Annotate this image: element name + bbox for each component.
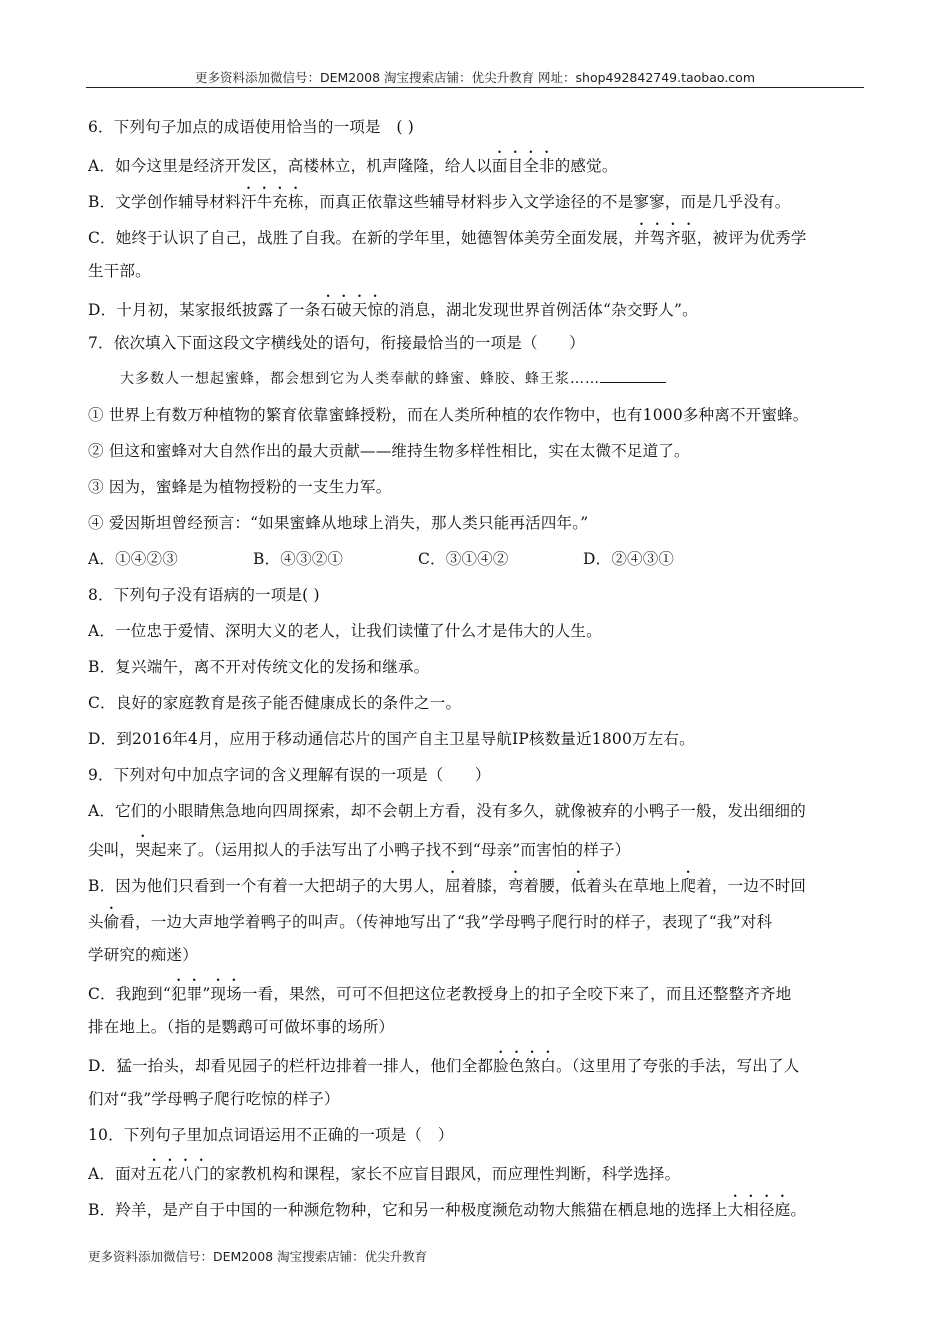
dotted-idiom: 汗牛充栋 bbox=[240, 193, 304, 211]
dotted-word: 脸色煞白 bbox=[493, 1057, 556, 1075]
dotted-word: 哭 bbox=[135, 841, 151, 859]
question-7-sentence-1: ① 世界上有数万种植物的繁育依靠蜜蜂授粉，而在人类所种植的农作物中，也有1000多种离不开蜜蜂。 bbox=[88, 406, 809, 424]
option-c: C．③①④② bbox=[418, 550, 509, 568]
dotted-word: 低 bbox=[570, 877, 587, 895]
question-9-option-b-end: 学研究的痴迷） bbox=[88, 946, 198, 964]
question-7-passage: 大多数人一想起蜜蜂，都会想到它为人类奉献的蜂蜜、蜂胶、蜂王浆…… bbox=[88, 364, 858, 400]
dotted-word: 弯 bbox=[507, 877, 524, 895]
dotted-word: 偷 bbox=[103, 913, 120, 931]
dotted-word: 屈 bbox=[445, 877, 461, 895]
question-7-stem: 7．依次填入下面这段文字横线处的语句，衔接最恰当的一项是（ ） bbox=[88, 334, 585, 352]
dotted-word: 爬 bbox=[680, 877, 697, 895]
question-8-option-a: A．一位忠于爱情、深明大义的老人，让我们读懂了什么才是伟大的人生。 bbox=[88, 622, 602, 640]
question-9-stem: 9．下列对句中加点字词的含义理解有误的一项是（ ） bbox=[88, 766, 491, 784]
dotted-idiom: 并驾齐驱 bbox=[633, 229, 697, 247]
question-6-option-c: C．她终于认识了自己，战胜了自我。在新的学年里，她德智体美劳全面发展，并驾齐驱，被评为优秀学 bbox=[88, 229, 807, 247]
page-header: 更多资料添加微信号：DEM2008 淘宝搜索店铺：优尖升教育 网址：shop492842749.taobao.com bbox=[194, 70, 756, 85]
question-9-option-d-cont: 们对“我”学母鸭子爬行吃惊的样子） bbox=[88, 1090, 340, 1108]
dotted-idiom: 石破天惊 bbox=[320, 301, 384, 319]
question-10-option-a: A．面对五花八门的家教机构和课程，家长不应盲目跟风，而应理性判断，科学选择。 bbox=[88, 1165, 681, 1183]
question-6-option-b: B．文学创作辅导材料汗牛充栋，而真正依靠这些辅导材料步入文学途径的不是寥寥，而是几乎没有。 bbox=[88, 193, 791, 211]
option-b: B．④③②① bbox=[253, 550, 344, 568]
question-8-option-d: D．到2016年4月，应用于移动通信芯片的国产自主卫星导航IP核数量近1800万左右。 bbox=[88, 730, 695, 748]
question-9-option-c: C．我跑到“犯罪”现场一看，果然，可可不但把这位老教授身上的扣子全咬下来了，而且还整整齐齐地 bbox=[88, 985, 792, 1003]
question-6-option-d: D．十月初，某家报纸披露了一条石破天惊的消息，湖北发现世界首例活体“杂交野人”。 bbox=[88, 301, 698, 319]
exam-content bbox=[88, 112, 858, 1228]
fill-blank bbox=[600, 364, 666, 383]
question-9-option-a-cont: 尖叫，哭起来了。（运用拟人的手法写出了小鸭子找不到“母亲”而害怕的样子） bbox=[88, 841, 631, 859]
question-9-option-c-cont: 排在地上。（指的是鹦鹉可可做坏事的场所） bbox=[88, 1018, 395, 1036]
question-6-stem: 6．下列句子加点的成语使用恰当的一项是 ( ) bbox=[88, 118, 414, 136]
question-10-stem: 10．下列句子里加点词语运用不正确的一项是（ ） bbox=[88, 1126, 454, 1144]
question-9-option-a: A．它们的小眼睛焦急地向四周探索，却不会朝上方看，没有多久，就像被弃的小鸭子一般，发出细细的 bbox=[88, 802, 806, 820]
dotted-word: 犯罪 bbox=[170, 985, 203, 1003]
option-a: A．①④②③ bbox=[88, 550, 178, 568]
question-7-options bbox=[88, 544, 858, 580]
question-9-option-b: B．因为他们只看到一个有着一大把胡子的大男人，屈着膝，弯着腰，低着头在草地上爬着，一边不时回 bbox=[88, 877, 807, 895]
question-8-option-b: B．复兴端午，离不开对传统文化的发扬和继承。 bbox=[88, 658, 430, 676]
question-9-option-b-cont: 头偷看，一边大声地学着鸭子的叫声。（传神地写出了“我”学母鸭子爬行时的样子，表现了“我”对科 bbox=[88, 913, 773, 931]
question-7-sentence-4: ④ 爱因斯坦曾经预言：“如果蜜蜂从地球上消失，那人类只能再活四年。” bbox=[88, 514, 589, 532]
question-6-option-c-cont: 生干部。 bbox=[88, 262, 151, 280]
question-7-sentence-3: ③ 因为，蜜蜂是为植物授粉的一支生力军。 bbox=[88, 478, 392, 496]
question-8-stem: 8．下列句子没有语病的一项是( ) bbox=[88, 586, 320, 604]
question-10-option-b: B．羚羊，是产自于中国的一种濒危物种，它和另一种极度濒危动物大熊猫在栖息地的选择上大相径庭。 bbox=[88, 1201, 807, 1219]
option-d: D．②④③① bbox=[583, 550, 675, 568]
dotted-idiom: 面目全非 bbox=[491, 157, 555, 175]
dotted-word: 现场 bbox=[210, 985, 242, 1003]
question-6-option-a: A．如今这里是经济开发区，高楼林立，机声隆隆，给人以面目全非的感觉。 bbox=[88, 157, 618, 175]
page-footer: 更多资料添加微信号：DEM2008 淘宝搜索店铺：优尖升教育 bbox=[88, 1249, 428, 1264]
question-9-option-d: D．猛一抬头，却看见园子的栏杆边排着一排人，他们全都脸色煞白。（这里用了夸张的手法，写出了人 bbox=[88, 1057, 800, 1075]
question-7-sentence-2: ② 但这和蜜蜂对大自然作出的最大贡献——维持生物多样性相比，实在太微不足道了。 bbox=[88, 442, 690, 460]
header-divider bbox=[86, 87, 864, 88]
dotted-idiom: 五花八门 bbox=[146, 1165, 210, 1183]
question-8-option-c: C．良好的家庭教育是孩子能否健康成长的条件之一。 bbox=[88, 694, 462, 712]
dotted-idiom: 大相径庭 bbox=[727, 1201, 791, 1219]
